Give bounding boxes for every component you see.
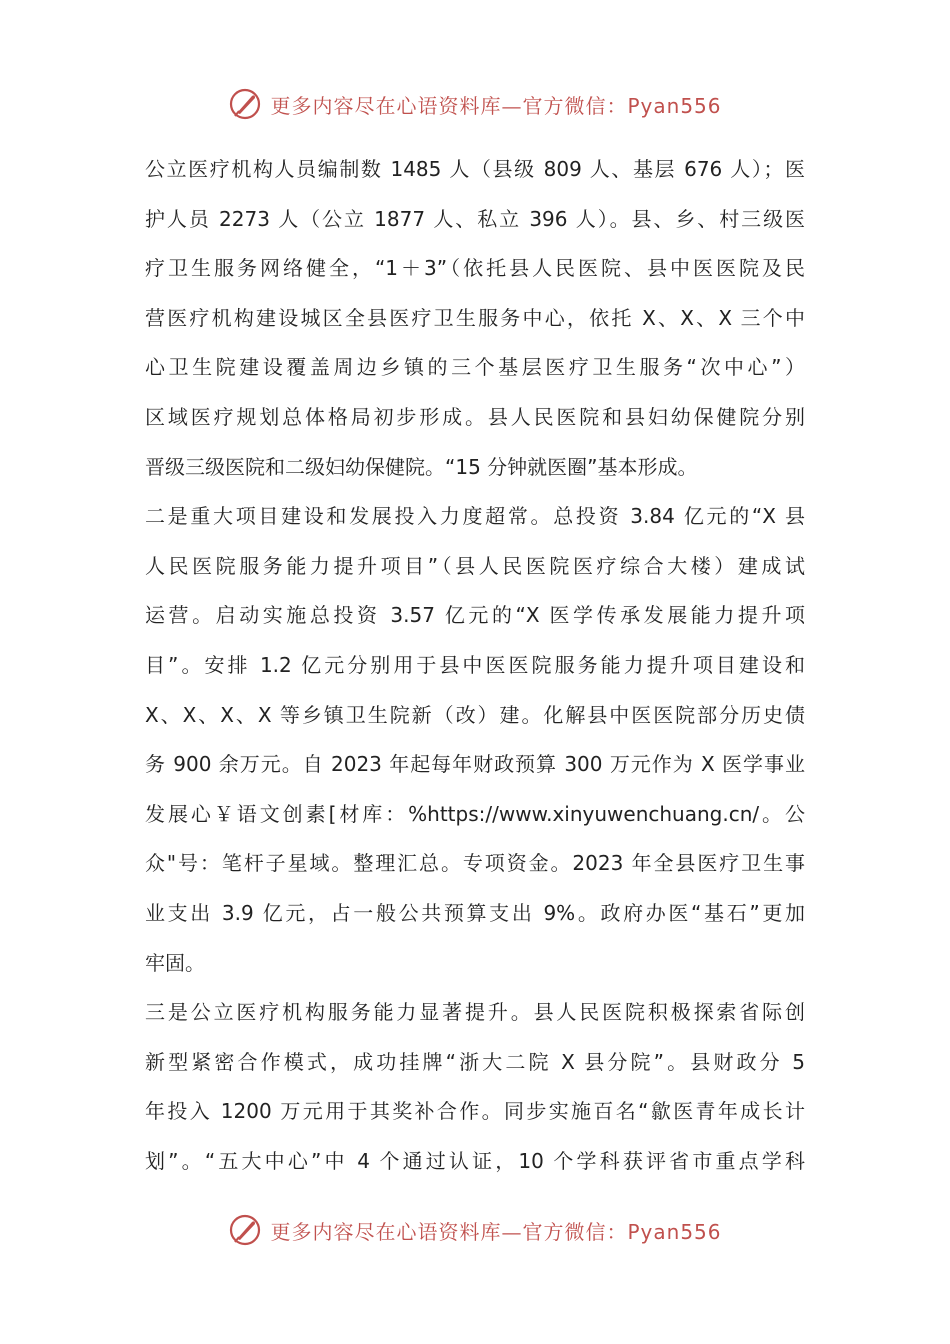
- body-line: 业支出 3.9 亿元，占一般公共预算支出 9%。政府办医“基石”更加: [145, 900, 805, 925]
- body-line: 新型紧密合作模式，成功挂牌“浙大二院 X 县分院”。县财政分 5: [145, 1049, 805, 1074]
- body-line: 众"号：笔杆子星域。整理汇总。专项资金。2023 年全县医疗卫生事: [145, 851, 805, 876]
- header-banner: [0, 84, 950, 124]
- footer-banner: [0, 1210, 950, 1250]
- body-line: 运营。启动实施总投资 3.57 亿元的“X 医学传承发展能力提升项: [145, 603, 805, 628]
- body-line: 人民医院服务能力提升项目”（县人民医院医疗综合大楼）建成试: [145, 553, 805, 578]
- body-line: 二是重大项目建设和发展投入力度超常。总投资 3.84 亿元的“X 县: [145, 504, 805, 529]
- body-line: 心卫生院建设覆盖周边乡镇的三个基层医疗卫生服务“次中心”）: [145, 355, 805, 380]
- body-line: 公立医疗机构人员编制数 1485 人（县级 809 人、基层 676 人）；医: [145, 157, 805, 181]
- document-body: [145, 145, 805, 1186]
- body-line: 划”。“五大中心”中 4 个通过认证，10 个学科获评省市重点学科: [145, 1148, 805, 1173]
- header-banner-text: 更多内容尽在心语资料库—官方微信：Pyan556: [270, 93, 722, 118]
- body-line: 区域医疗规划总体格局初步形成。县人民医院和县妇幼保健院分别: [145, 404, 805, 429]
- footer-banner-text: 更多内容尽在心语资料库—官方微信：Pyan556: [270, 1219, 722, 1244]
- footer-wechat-id: Pyan556: [627, 1219, 722, 1244]
- body-line: 晋级三级医院和二级妇幼保健院。“15 分钟就医圈”基本形成。: [145, 454, 698, 479]
- body-line: 三是公立医疗机构服务能力显著提升。县人民医院积极探索省际创: [145, 1000, 805, 1025]
- body-line: 目”。安排 1.2 亿元分别用于县中医医院服务能力提升项目建设和: [145, 652, 805, 677]
- body-line: 年投入 1200 万元用于其奖补合作。同步实施百名“歙医青年成长计: [145, 1099, 805, 1124]
- body-line: 营医疗机构建设城区全县医疗卫生服务中心，依托 X、X、X 三个中: [145, 305, 805, 330]
- quill-logo-icon: [228, 87, 262, 121]
- body-line: 发展心￥语文创素[材库：%https://www.xinyuwenchuang.cn/。公: [145, 801, 805, 826]
- body-line: 务 900 余万元。自 2023 年起每年财政预算 300 万元作为 X 医学事业: [145, 752, 805, 777]
- header-wechat-id: Pyan556: [627, 93, 722, 118]
- body-line: 护人员 2273 人（公立 1877 人、私立 396 人）。县、乡、村三级医: [145, 206, 805, 231]
- body-line: 疗卫生服务网络健全，“1＋3”（依托县人民医院、县中医医院及民: [145, 256, 805, 281]
- body-line: 牢固。: [145, 950, 205, 975]
- body-line: X、X、X、X 等乡镇卫生院新（改）建。化解县中医医院部分历史债: [145, 702, 805, 727]
- quill-logo-icon: [228, 1213, 262, 1247]
